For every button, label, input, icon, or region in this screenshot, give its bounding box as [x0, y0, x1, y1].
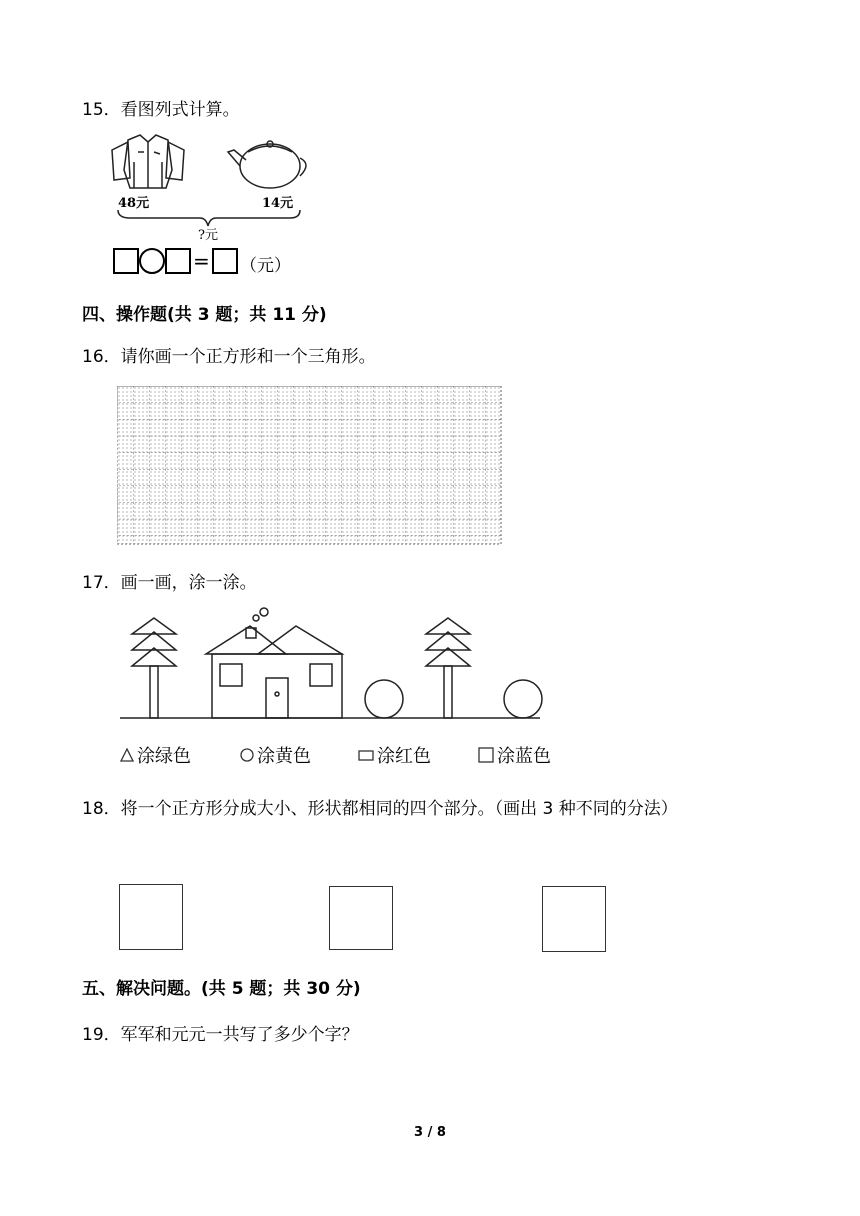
q19-text: 19．军军和元元一共写了多少个字？ [82, 1025, 359, 1045]
legend-square: 涂蓝色 [478, 742, 551, 768]
kettle-price: 14元 [262, 196, 294, 211]
square-3[interactable] [542, 886, 606, 952]
answer-box-2[interactable] [165, 248, 191, 274]
equals-sign: = [193, 249, 210, 273]
tree-right [426, 618, 470, 718]
square-1[interactable] [119, 884, 183, 950]
door [266, 678, 288, 718]
rectangle-icon [358, 748, 374, 762]
legend-circle: 涂黄色 [240, 742, 311, 768]
q17-text: 17．画一画，涂一涂。 [82, 573, 257, 593]
q16-text: 16．请你画一个正方形和一个三角形。 [82, 347, 376, 367]
house [206, 608, 342, 718]
circle-2 [504, 680, 542, 718]
drawing-grid[interactable] [117, 386, 502, 545]
page-number: 3 / 8 [414, 1125, 446, 1140]
window-left [220, 664, 242, 686]
answer-box-1[interactable] [113, 248, 139, 274]
square-icon [478, 747, 494, 763]
answer-box-result[interactable] [212, 248, 238, 274]
house-scene[interactable] [120, 606, 550, 726]
unit-label: （元） [240, 256, 291, 276]
total-price: ?元 [198, 228, 218, 243]
tree-left [132, 618, 176, 718]
circle-1 [365, 680, 403, 718]
legend-triangle: 涂绿色 [120, 742, 191, 768]
section4-heading: 四、操作题(共 3 题；共 11 分) [82, 305, 327, 325]
triangle-icon [120, 748, 134, 762]
jacket-price: 48元 [118, 196, 150, 211]
kettle-icon [228, 141, 306, 188]
circle-icon [240, 748, 254, 762]
q18-text: 18．将一个正方形分成大小、形状都相同的四个部分。（画出 3 种不同的分法） [82, 799, 678, 819]
window-right [310, 664, 332, 686]
legend-rectangle: 涂红色 [358, 742, 431, 768]
q15-text: 15．看图列式计算。 [82, 100, 240, 120]
section5-heading: 五、解决问题。(共 5 题；共 30 分) [82, 979, 361, 999]
jacket-icon [112, 135, 184, 188]
square-2[interactable] [329, 886, 393, 950]
operator-circle[interactable] [139, 248, 165, 274]
